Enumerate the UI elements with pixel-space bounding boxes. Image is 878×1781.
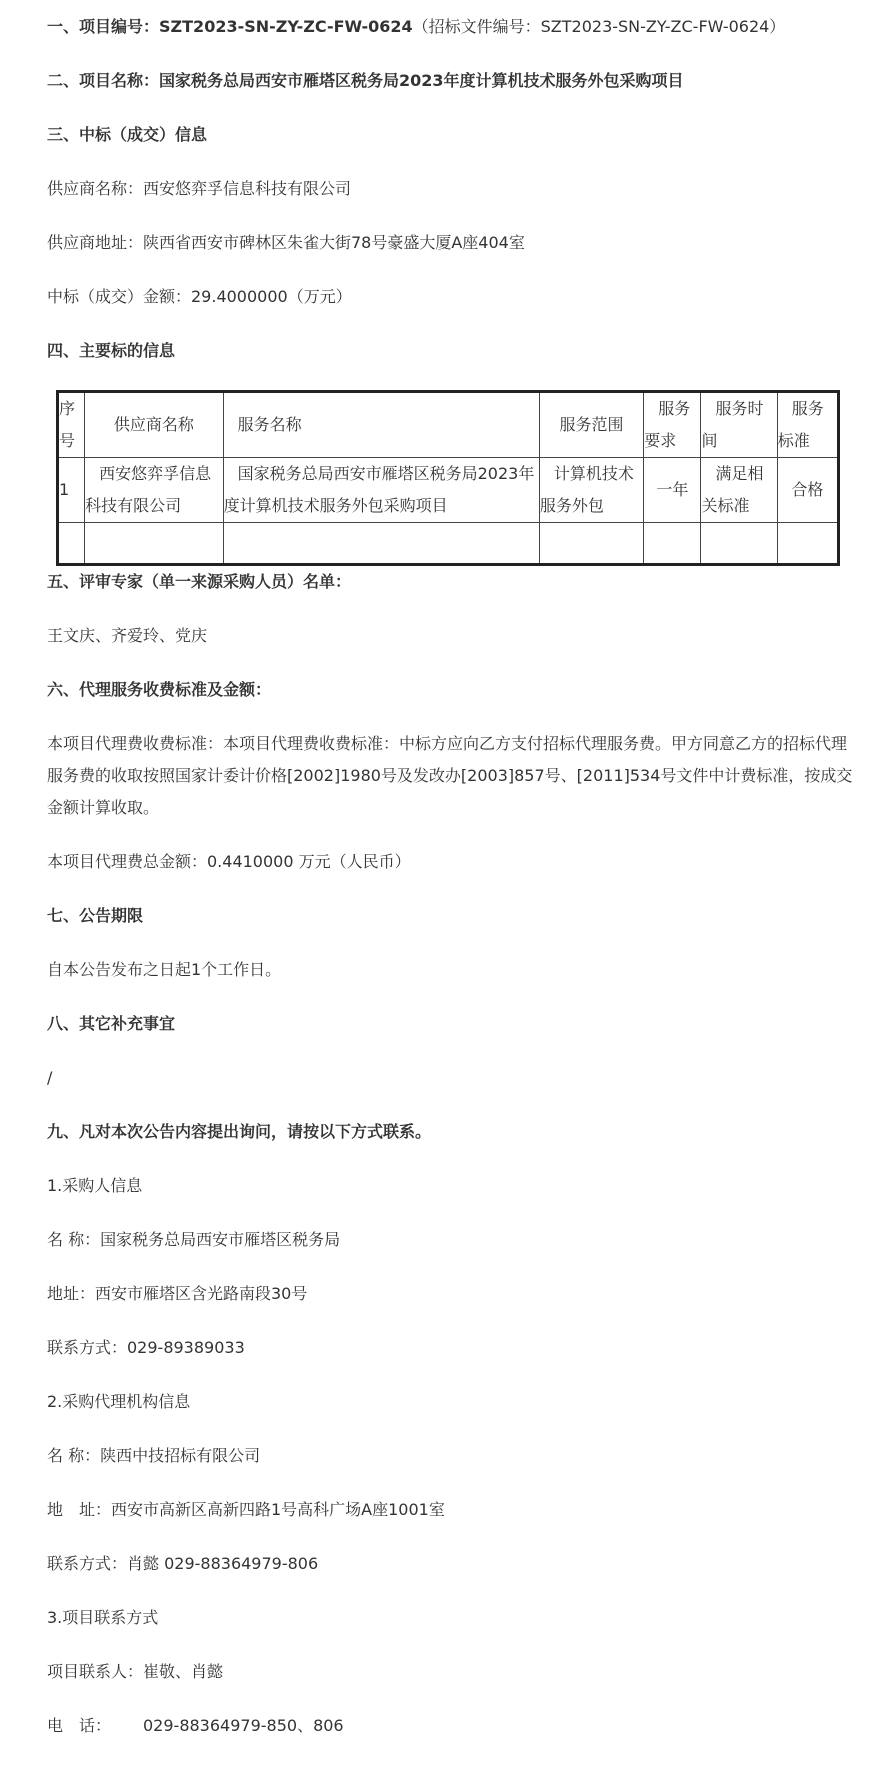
notice-period-text: 自本公告发布之日起1个工作日。 xyxy=(47,960,282,979)
header-no: 序 号 xyxy=(58,392,85,458)
project-name-line xyxy=(47,69,684,93)
supplementary-text: / xyxy=(47,1068,53,1087)
header-service-scope: 服务范围 xyxy=(539,392,643,458)
cell-supplier: 西安悠弈孚信息 科技有限公司 xyxy=(85,458,224,523)
agency-fee-total: 本项目代理费总金额：0.4410000 万元（人民币） xyxy=(47,852,411,871)
agency-info-title: 2.采购代理机构信息 xyxy=(47,1392,191,1411)
header-service-standard: 服务 标准 xyxy=(777,392,838,458)
table-row-empty xyxy=(58,523,839,565)
project-number-label: 一、项目编号： xyxy=(47,17,160,36)
header-service-name: 服务名称 xyxy=(223,392,539,458)
cell-service-name: 国家税务总局西安市雁塔区税务局2023年 度计算机技术服务外包采购项目 xyxy=(223,458,539,523)
project-phone-label: 电 话： xyxy=(47,1716,112,1735)
contact-heading: 九、凡对本次公告内容提出询问，请按以下方式联系。 xyxy=(47,1122,432,1141)
cell-service-scope: 计算机技术 服务外包 xyxy=(539,458,643,523)
agency-name: 名 称：陕西中技招标有限公司 xyxy=(47,1446,261,1465)
tender-file-number: （招标文件编号：SZT2023-SN-ZY-ZC-FW-0624） xyxy=(412,17,786,36)
cell-no: 1 xyxy=(58,458,85,523)
project-number-value: SZT2023-SN-ZY-ZC-FW-0624 xyxy=(159,17,413,36)
table-row xyxy=(58,458,839,523)
table-header-row xyxy=(58,392,839,458)
project-phone xyxy=(47,1714,344,1738)
main-subject-table xyxy=(56,390,840,566)
agency-address: 地 址：西安市高新区高新四路1号高科广场A座1001室 xyxy=(47,1500,445,1519)
cell-service-time: 满足相 关标准 xyxy=(701,458,777,523)
award-info-heading: 三、中标（成交）信息 xyxy=(47,125,208,144)
agency-fee-standard: 本项目代理费收费标准：本项目代理费收费标准：中标方应向乙方支付招标代理服务费。甲方同意乙方的招标代理服务费的收取按照国家计委计价格[2002]1980号及发改办[2003]857号、[2011]534号文件中计费标准，按成交金额计算收取。 xyxy=(47,734,853,817)
buyer-info-title: 1.采购人信息 xyxy=(47,1176,143,1195)
project-name-value: 国家税务总局西安市雁塔区税务局2023年度计算机技术服务外包采购项目 xyxy=(159,71,684,90)
agency-fee-heading: 六、代理服务收费标准及金额： xyxy=(47,680,272,699)
supplementary-heading: 八、其它补充事宜 xyxy=(47,1014,176,1033)
award-amount: 中标（成交）金额：29.4000000（万元） xyxy=(47,287,352,306)
header-supplier: 供应商名称 xyxy=(85,392,224,458)
cell-service-requirement: 一年 xyxy=(644,458,701,523)
experts-names: 王文庆、齐爱玲、党庆 xyxy=(47,626,208,645)
supplier-address: 供应商地址：陕西省西安市碑林区朱雀大街78号豪盛大厦A座404室 xyxy=(47,233,525,252)
project-name-label: 二、项目名称： xyxy=(47,71,160,90)
project-contact-title: 3.项目联系方式 xyxy=(47,1608,159,1627)
buyer-address: 地址：西安市雁塔区含光路南段30号 xyxy=(47,1284,308,1303)
main-subject-heading: 四、主要标的信息 xyxy=(47,341,176,360)
buyer-contact: 联系方式：029-89389033 xyxy=(47,1338,245,1357)
header-service-time: 服务时 间 xyxy=(701,392,777,458)
cell-service-standard: 合格 xyxy=(777,458,838,523)
project-contact-person: 项目联系人：崔敬、肖懿 xyxy=(47,1662,224,1681)
project-number-line xyxy=(47,15,785,39)
experts-heading: 五、评审专家（单一来源采购人员）名单： xyxy=(47,572,352,591)
supplier-name: 供应商名称：西安悠弈孚信息科技有限公司 xyxy=(47,179,352,198)
agency-contact: 联系方式：肖懿 029-88364979-806 xyxy=(47,1554,319,1573)
buyer-name: 名 称：国家税务总局西安市雁塔区税务局 xyxy=(47,1230,341,1249)
notice-period-heading: 七、公告期限 xyxy=(47,906,144,925)
project-phone-value: 029-88364979-850、806 xyxy=(143,1716,344,1735)
header-service-requirement: 服务 要求 xyxy=(644,392,701,458)
